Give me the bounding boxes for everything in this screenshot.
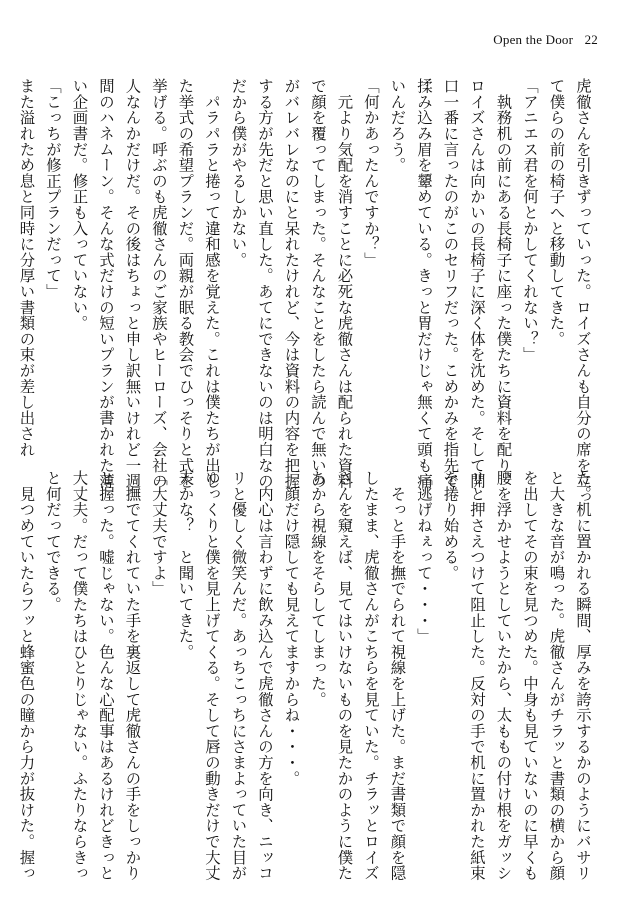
text-line: だから僕がやるしかない。 (229, 78, 248, 268)
text-line: で顔を覆ってしまった。そんなことをしたら読んで無いの (309, 78, 327, 489)
text-line: 「アニエス君を何とかしてくれない？」 (521, 78, 539, 363)
text-line: 人なんかだけだ。その後はちょっと申し訳無いけれど一週 (123, 78, 142, 489)
text-line: 夫かな？ と聞いてきた。 (176, 470, 195, 660)
text-line: がバレバレなのにと呆れたけれど、今は資料の内容を把握 (282, 78, 301, 489)
text-line: 大丈夫。だって僕たちはひとりじゃない。ふたりならきっ (70, 470, 89, 881)
text-line: ちから視線をそらしてしまった。 (309, 470, 327, 707)
text-line: 挙げる。呼ぶのも虎徹さんのご家族やヒーローズ、会社の (150, 78, 168, 489)
running-header (493, 32, 598, 48)
text-line: 「こっちが修正プランだって」 (44, 78, 62, 300)
text-line: 虎徹さんを引きずっていった。ロイズさんも自分の席を立っ (574, 78, 592, 505)
text-line: て僕らの前の椅子へと移動してきた。 (547, 78, 566, 347)
text-line: リと押さえつけて阻止した。反対の手で机に置かれた紙束 (468, 470, 486, 881)
text-line: と握った。嘘じゃない。色んな心配事はあるけれどきっと (97, 470, 115, 881)
text-line: いんだろう。 (388, 78, 407, 173)
text-line: また溢れため息と同時に分厚い書類の束が差し出され (17, 78, 36, 458)
text-line: 「逃げねぇって・・・」 (415, 470, 433, 644)
text-line: パラパラと捲って違和感を覚えた。これは僕たちが出し (203, 78, 221, 489)
text-line: 「何かあったんですか？」 (362, 78, 380, 268)
text-line: 顔だけ隠しても見えてますからね・・・。 (282, 470, 301, 786)
text-line: 見つめていたらフッと蜂蜜色の瞳から力が抜けた。握っ (17, 470, 36, 881)
text-line: 揉み込み眉を顰めている。きっと胃だけじゃ無くて頭も痛 (415, 78, 433, 489)
text-line: い企画書だ。修正も入っていない。 (70, 78, 89, 331)
text-column-top (13, 78, 596, 505)
text-line: ロイズさんは向かいの長椅子に深く体を沈めた。そして開 (468, 78, 486, 489)
text-column-bottom (13, 470, 596, 881)
text-line: を出してその束を見つめた。中身も見ていないのに早くも (521, 470, 539, 881)
text-line: た挙式の希望プランだ。両親が眠る教会でひっそりと式を (176, 78, 195, 489)
text-line: を捲り始める。 (441, 470, 460, 581)
text-line: 腰を浮かせようとしていたから、太ももの付け根をガッシ (494, 470, 513, 881)
page-number: 22 (584, 32, 598, 47)
text-line: したまま、虎徹さんがこちらを見ていた。チラッとロイズ (362, 470, 380, 881)
text-line: 口一番に言ったのがこのセリフだった。こめかみを指先で (441, 78, 460, 489)
text-line: ゆっくりと僕を見上げてくる。そして唇の動きだけで大丈 (203, 470, 221, 881)
text-line: 「大丈夫ですよ」 (150, 470, 168, 597)
text-line: た。机に置かれる瞬間、厚みを誇示するかのようにバサリ (574, 470, 592, 881)
book-title: Open the Door (493, 32, 574, 47)
text-line: する方が先だと思い直した。あてにできないのは明白なの (256, 78, 274, 489)
text-line: 撫でてくれていた手を裏返して虎徹さんの手をしっかり (123, 470, 142, 881)
text-line: リと優しく微笑んだ。あっちこっちにさまよっていた目が (229, 470, 248, 881)
text-line: 元より気配を消すことに必死な虎徹さんは配られた資料 (335, 78, 354, 489)
text-line: と大きな音が鳴った。虎徹さんがチラッと書類の横から顔 (547, 470, 566, 881)
text-line: と何だってできる。 (44, 470, 62, 613)
text-line: 執務机の前にある長椅子に座った僕たちに資料を配り、 (494, 78, 513, 489)
text-line: 内心は言わずに飲み込んで虎徹さんの方を向き、ニッコ (256, 470, 274, 881)
text-line: 間のハネムーン。そんな式だけの短いプランが書かれた薄 (97, 78, 115, 489)
text-line: そっと手を撫でられて視線を上げた。まだ書類で顔を隠 (388, 470, 407, 881)
text-line: さんを窺えば、見てはいけないものを見たかのように僕た (335, 470, 354, 881)
